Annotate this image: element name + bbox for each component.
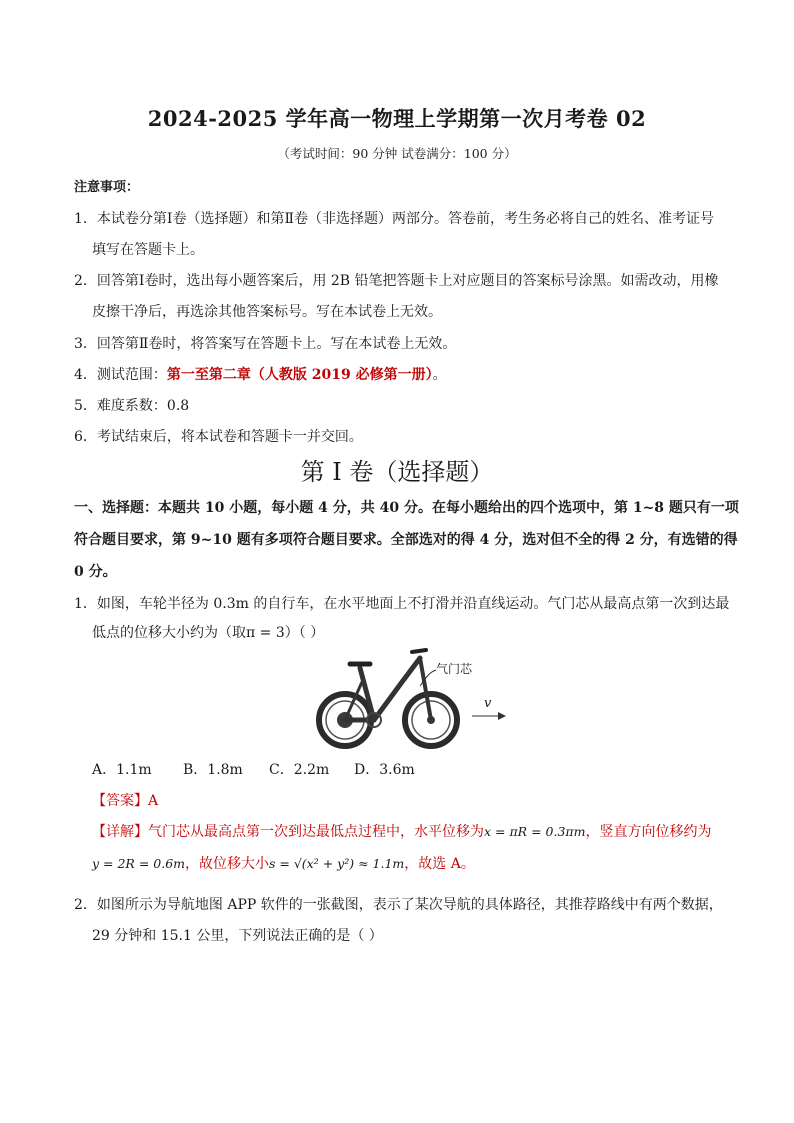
question-1-cont: 低点的位移大小约为（取π = 3）（ ）: [92, 625, 325, 641]
question-number: 2．: [74, 897, 97, 913]
option-c: C．2.2m: [269, 762, 330, 778]
valve-label: 气门芯: [436, 662, 473, 676]
detail-text: ，竖直方向位移约为: [585, 824, 712, 840]
item-number: 4．: [74, 367, 97, 383]
detail-tag: 【详解】: [92, 824, 148, 840]
item-text: 本试卷分第Ⅰ卷（选择题）和第Ⅱ卷（非选择题）两部分。答卷前，考生务必将自己的姓名、准考证号: [96, 211, 714, 227]
notice-item-5: [74, 395, 189, 415]
question-text: 如图所示为导航地图 APP 软件的一张截图，表示了某次导航的具体路径，其推荐路线中有两个数据，: [96, 897, 723, 913]
item-text: 难度系数：0.8: [96, 398, 190, 414]
detail-line-1: [92, 821, 711, 841]
notice-item-2: [74, 270, 719, 290]
question-2: [74, 894, 723, 914]
notice-item-6: [74, 426, 363, 446]
section-instructions-1: 一、选择题：本题共 10 小题，每小题 4 分，共 40 分。在每小题给出的四个选项中，第 1~8 题只有一项: [74, 500, 739, 516]
velocity-label: v: [484, 696, 492, 711]
question-text: 如图，车轮半径为 0.3m 的自行车，在水平地面上不打滑并沿直线运动。气门芯从最高点第一次到达最: [96, 596, 730, 612]
math-expression: y = 2R = 0.6m: [92, 856, 185, 871]
detail-text: ，故选 A。: [404, 856, 475, 872]
detail-text: ，故位移大小: [185, 856, 269, 872]
detail-line-2: [92, 853, 475, 873]
option-b: B．1.8m: [183, 762, 243, 778]
item-text: 测试范围：: [96, 367, 167, 383]
section-instructions-3: 0 分。: [74, 564, 117, 580]
notice-item-1: [74, 208, 714, 228]
item-number: 1．: [74, 211, 97, 227]
question-1: [74, 593, 729, 613]
section-title: 第 I 卷（选择题）: [300, 458, 494, 486]
notice-item-2-cont: 皮擦干净后，再选涂其他答案标号。写在本试卷上无效。: [92, 304, 442, 320]
notice-item-4: [74, 364, 447, 384]
option-d: D．3.6m: [354, 762, 415, 778]
item-text: 。: [432, 367, 447, 383]
test-scope: 第一至第二章（人教版 2019 必修第一册）: [166, 367, 433, 383]
item-number: 6．: [74, 429, 97, 445]
notice-heading: 注意事项：: [74, 180, 140, 195]
item-number: 5．: [74, 398, 97, 414]
item-text: 回答第Ⅰ卷时，选出每小题答案后，用 2B 铅笔把答题卡上对应题目的答案标号涂黑。如需改动，用橡: [96, 273, 719, 289]
item-text: 考试结束后，将本试卷和答题卡一并交回。: [96, 429, 363, 445]
item-text: 回答第Ⅱ卷时，将答案写在答题卡上。写在本试卷上无效。: [96, 336, 457, 352]
answer-tag: 【答案】: [92, 793, 148, 809]
item-number: 2．: [74, 273, 97, 289]
bicycle-figure: [312, 646, 522, 750]
detail-text: 气门芯从最高点第一次到达最低点过程中，水平位移为: [148, 824, 484, 840]
notice-item-1-cont: 填写在答题卡上。: [92, 242, 204, 258]
exam-info: （考试时间：90 分钟 试卷满分：100 分）: [277, 146, 517, 161]
page-title: 2024-2025 学年高一物理上学期第一次月考卷 02: [147, 106, 647, 131]
math-expression: x = πR = 0.3πm: [484, 824, 586, 839]
question-number: 1．: [74, 596, 97, 612]
notice-item-3: [74, 333, 456, 353]
question-2-cont: 29 分钟和 15.1 公里，下列说法正确的是（ ）: [92, 928, 383, 944]
answer-value: A: [148, 793, 159, 809]
option-a: A．1.1m: [92, 762, 152, 778]
section-instructions-2: 符合题目要求，第 9~10 题有多项符合题目要求。全部选对的得 4 分，选对但不全的得 2 分，有选错的得: [74, 532, 738, 548]
item-number: 3．: [74, 336, 97, 352]
answer: [92, 790, 158, 810]
math-expression: s = √(x² + y²) ≈ 1.1m: [269, 856, 405, 871]
